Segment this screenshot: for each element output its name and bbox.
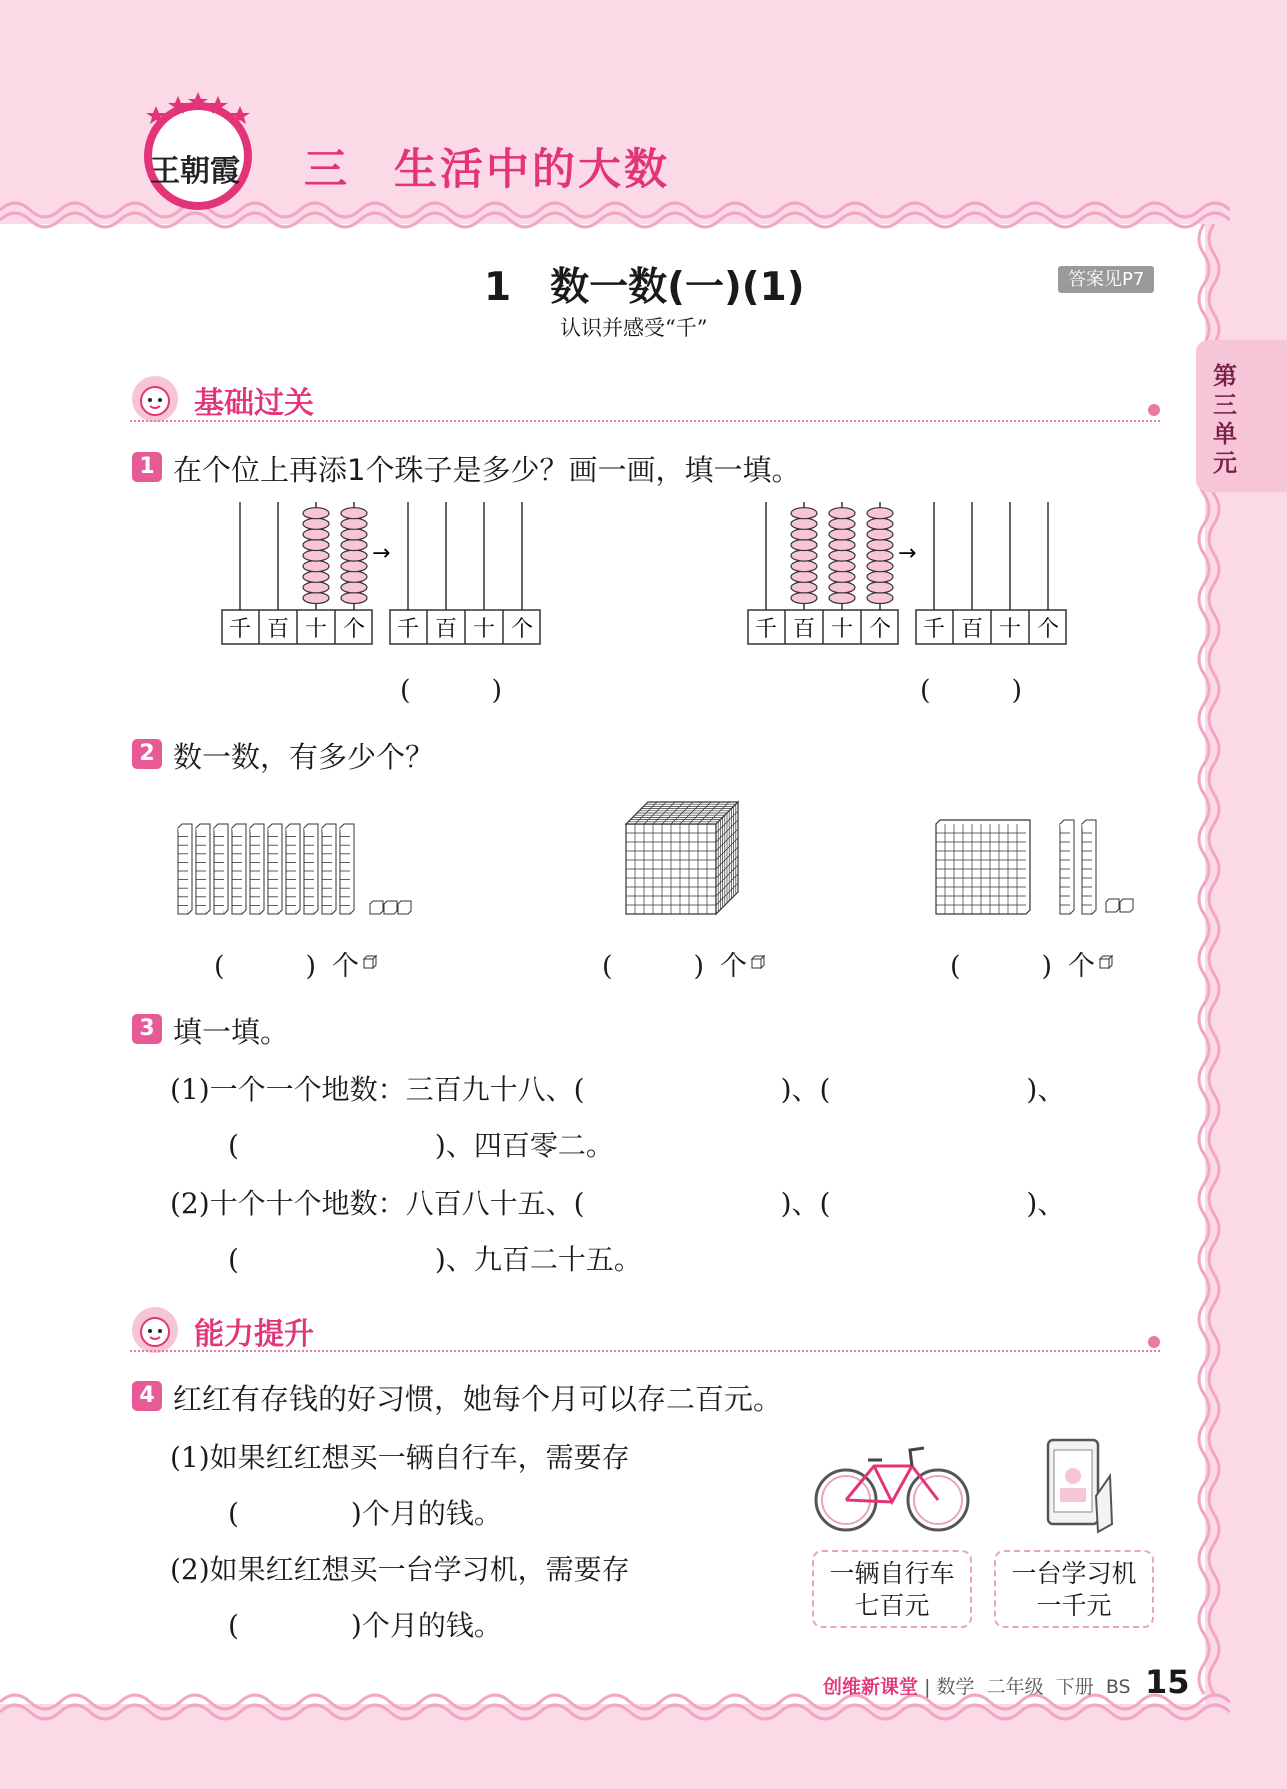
tens-rod	[1060, 820, 1074, 914]
abacus-a-left-beads	[303, 508, 367, 604]
abacus-bead	[341, 571, 367, 582]
abacus-diagram-b	[744, 498, 1080, 648]
tens-rod	[322, 824, 336, 914]
abacus-bead	[791, 550, 817, 561]
abacus-bead	[867, 529, 893, 540]
base-ten-group-1	[176, 820, 436, 920]
abacus-bead	[867, 561, 893, 572]
abacus-bead	[791, 561, 817, 572]
q3-part2-line1[interactable]: (2)十个十个地数：八百八十五、( )、( )、	[170, 1187, 1066, 1220]
section-title-basic: 基础过关	[194, 386, 314, 421]
answer-blank[interactable]: ( )	[400, 675, 503, 706]
tens-rod	[268, 824, 282, 914]
footer-series	[823, 1672, 1131, 1699]
answer-reference-badge: 答案见P7	[1058, 266, 1154, 293]
q4-part1-line1: (1)如果红红想买一辆自行车，需要存	[170, 1441, 630, 1474]
unit-name: 生活中的大数	[394, 145, 670, 195]
question-number-3: 3	[132, 1014, 162, 1044]
girl-mascot-icon	[130, 1305, 180, 1355]
tens-rod	[250, 824, 264, 914]
place-label: 个	[510, 617, 534, 642]
bicycle-label: 一辆自行车	[829, 1559, 955, 1588]
question-number-1: 1	[132, 452, 162, 482]
abacus-bead	[867, 582, 893, 593]
abacus-bead	[341, 593, 367, 604]
footer-separator: |	[924, 1676, 931, 1698]
place-label: 千	[396, 617, 420, 642]
abacus-bead	[867, 571, 893, 582]
abacus-bead	[341, 561, 367, 572]
abacus-bead	[829, 561, 855, 572]
question-4-text: 红红有存钱的好习惯，她每个月可以存二百元。	[173, 1382, 783, 1416]
question-1-text: 在个位上再添1个珠子是多少？画一画，填一填。	[173, 453, 801, 487]
tens-rod	[1082, 820, 1096, 914]
q3-part1-line1[interactable]: (1)一个一个地数：三百九十八、( )、( )、	[170, 1073, 1066, 1106]
abacus-bead	[867, 593, 893, 604]
footer-grade: 二年级	[986, 1676, 1044, 1698]
abacus-bead	[341, 529, 367, 540]
logo-text: 王朝霞	[150, 154, 240, 189]
tablet-price-card	[994, 1550, 1154, 1628]
place-label: 千	[754, 617, 778, 642]
tablet-price: 一千元	[1036, 1591, 1112, 1620]
abacus-bead	[303, 518, 329, 529]
abacus-bead	[829, 550, 855, 561]
cube-icon	[750, 954, 766, 970]
abacus-bead	[341, 508, 367, 519]
place-label: 十	[472, 617, 496, 642]
abacus-bead	[829, 540, 855, 551]
abacus-bead	[303, 593, 329, 604]
tens-rod	[232, 824, 246, 914]
place-label: 千	[228, 617, 252, 642]
place-label: 百	[792, 617, 816, 642]
abacus-diagram-a	[218, 498, 554, 648]
tens-rod	[304, 824, 318, 914]
place-label: 十	[304, 617, 328, 642]
abacus-bead	[341, 582, 367, 593]
abacus-bead	[791, 582, 817, 593]
footer-term: 下册	[1055, 1676, 1094, 1698]
footer-brand: 创维新课堂	[823, 1676, 919, 1698]
answer-blank[interactable]: ( )	[950, 951, 1053, 982]
abacus-bead	[303, 571, 329, 582]
abacus-bead	[829, 571, 855, 582]
footer-edition: BS	[1105, 1676, 1131, 1698]
tens-rod	[340, 824, 354, 914]
tens-rods	[178, 824, 354, 914]
abacus-a-arrow: →	[372, 541, 391, 566]
bicycle-price: 七百元	[854, 1591, 930, 1620]
q3-part2-line2[interactable]: ( )、九百二十五。	[228, 1243, 642, 1276]
tens-rod	[178, 824, 192, 914]
unit-cubes	[370, 901, 411, 914]
abacus-bead	[303, 508, 329, 519]
bicycle-illustration	[812, 1436, 972, 1536]
question-number-4: 4	[132, 1381, 162, 1411]
hundred-flat	[936, 820, 1030, 914]
abacus-bead	[829, 529, 855, 540]
thousand-cube-grid	[626, 802, 738, 914]
divider-dot	[1148, 1336, 1160, 1348]
unit-cube	[1106, 899, 1119, 912]
section-divider	[130, 420, 1160, 424]
q4-part2-line1: (2)如果红红想买一台学习机，需要存	[170, 1553, 630, 1586]
unit-cube	[1120, 899, 1133, 912]
question-number-2: 2	[132, 739, 162, 769]
cube-icon	[1098, 954, 1114, 970]
unit-label: 个	[1068, 951, 1095, 982]
abacus-bead	[303, 550, 329, 561]
tens-rod	[286, 824, 300, 914]
abacus-bead	[791, 540, 817, 551]
abacus-bead	[867, 518, 893, 529]
section-divider	[130, 1350, 1160, 1354]
abacus-bead	[829, 582, 855, 593]
unit-cube	[370, 901, 383, 914]
unit-cube	[384, 901, 397, 914]
abacus-b-left-beads	[791, 508, 893, 604]
thousand-cube	[622, 800, 740, 924]
place-label: 百	[960, 617, 984, 642]
divider-dot	[1148, 404, 1160, 416]
unit-label: 个	[332, 951, 359, 982]
unit-label: 个	[720, 951, 747, 982]
page-number: 15	[1145, 1663, 1190, 1701]
place-label: 十	[998, 617, 1022, 642]
abacus-bead	[303, 582, 329, 593]
place-label: 百	[434, 617, 458, 642]
tens-rods	[1060, 820, 1096, 914]
bicycle-price-card	[812, 1550, 972, 1628]
place-label: 千	[922, 617, 946, 642]
lesson-title: 1 数一数(一)(1)	[484, 265, 805, 310]
abacus-bead	[829, 518, 855, 529]
answer-blank[interactable]: ( )	[214, 951, 317, 982]
q3-part1-line2[interactable]: ( )、四百零二。	[228, 1129, 614, 1162]
abacus-bead	[791, 593, 817, 604]
q4-part1-line2[interactable]: ( )个月的钱。	[228, 1497, 502, 1530]
cube-icon	[362, 954, 378, 970]
abacus-bead	[341, 540, 367, 551]
abacus-bead	[303, 540, 329, 551]
unit-cubes	[1106, 899, 1133, 912]
abacus-bead	[341, 550, 367, 561]
abacus-bead	[303, 529, 329, 540]
abacus-bead	[867, 508, 893, 519]
unit-side-tab-label: 第三单元	[1213, 362, 1237, 477]
abacus-bead	[303, 561, 329, 572]
girl-mascot-icon	[130, 374, 180, 424]
tens-rod	[214, 824, 228, 914]
abacus-bead	[791, 508, 817, 519]
place-label: 个	[868, 617, 892, 642]
abacus-bead	[829, 508, 855, 519]
place-label: 百	[266, 617, 290, 642]
abacus-bead	[791, 571, 817, 582]
question-3-text: 填一填。	[173, 1015, 290, 1049]
unit-cube	[398, 901, 411, 914]
tens-rod	[196, 824, 210, 914]
lesson-subtitle: 认识并感受“千”	[560, 316, 708, 340]
place-label: 十	[830, 617, 854, 642]
place-label: 个	[1036, 617, 1060, 642]
abacus-bead	[341, 518, 367, 529]
abacus-bead	[791, 529, 817, 540]
unit-number: 三	[304, 145, 350, 195]
abacus-bead	[867, 550, 893, 561]
section-title-advanced: 能力提升	[194, 1317, 314, 1352]
base-ten-group-3	[934, 814, 1144, 920]
abacus-b-arrow: →	[898, 541, 917, 566]
abacus-bead	[867, 540, 893, 551]
answer-blank[interactable]: ( )	[920, 675, 1023, 706]
unit-title	[304, 136, 670, 197]
footer-subject: 数学	[936, 1676, 975, 1698]
tablet-label: 一台学习机	[1011, 1559, 1137, 1588]
abacus-bead	[829, 593, 855, 604]
abacus-bead	[791, 518, 817, 529]
question-2-text: 数一数，有多少个？	[173, 740, 435, 774]
q4-part2-line2[interactable]: ( )个月的钱。	[228, 1609, 502, 1642]
place-label: 个	[342, 617, 366, 642]
answer-blank[interactable]: ( )	[602, 951, 705, 982]
tablet-illustration	[1040, 1436, 1116, 1536]
